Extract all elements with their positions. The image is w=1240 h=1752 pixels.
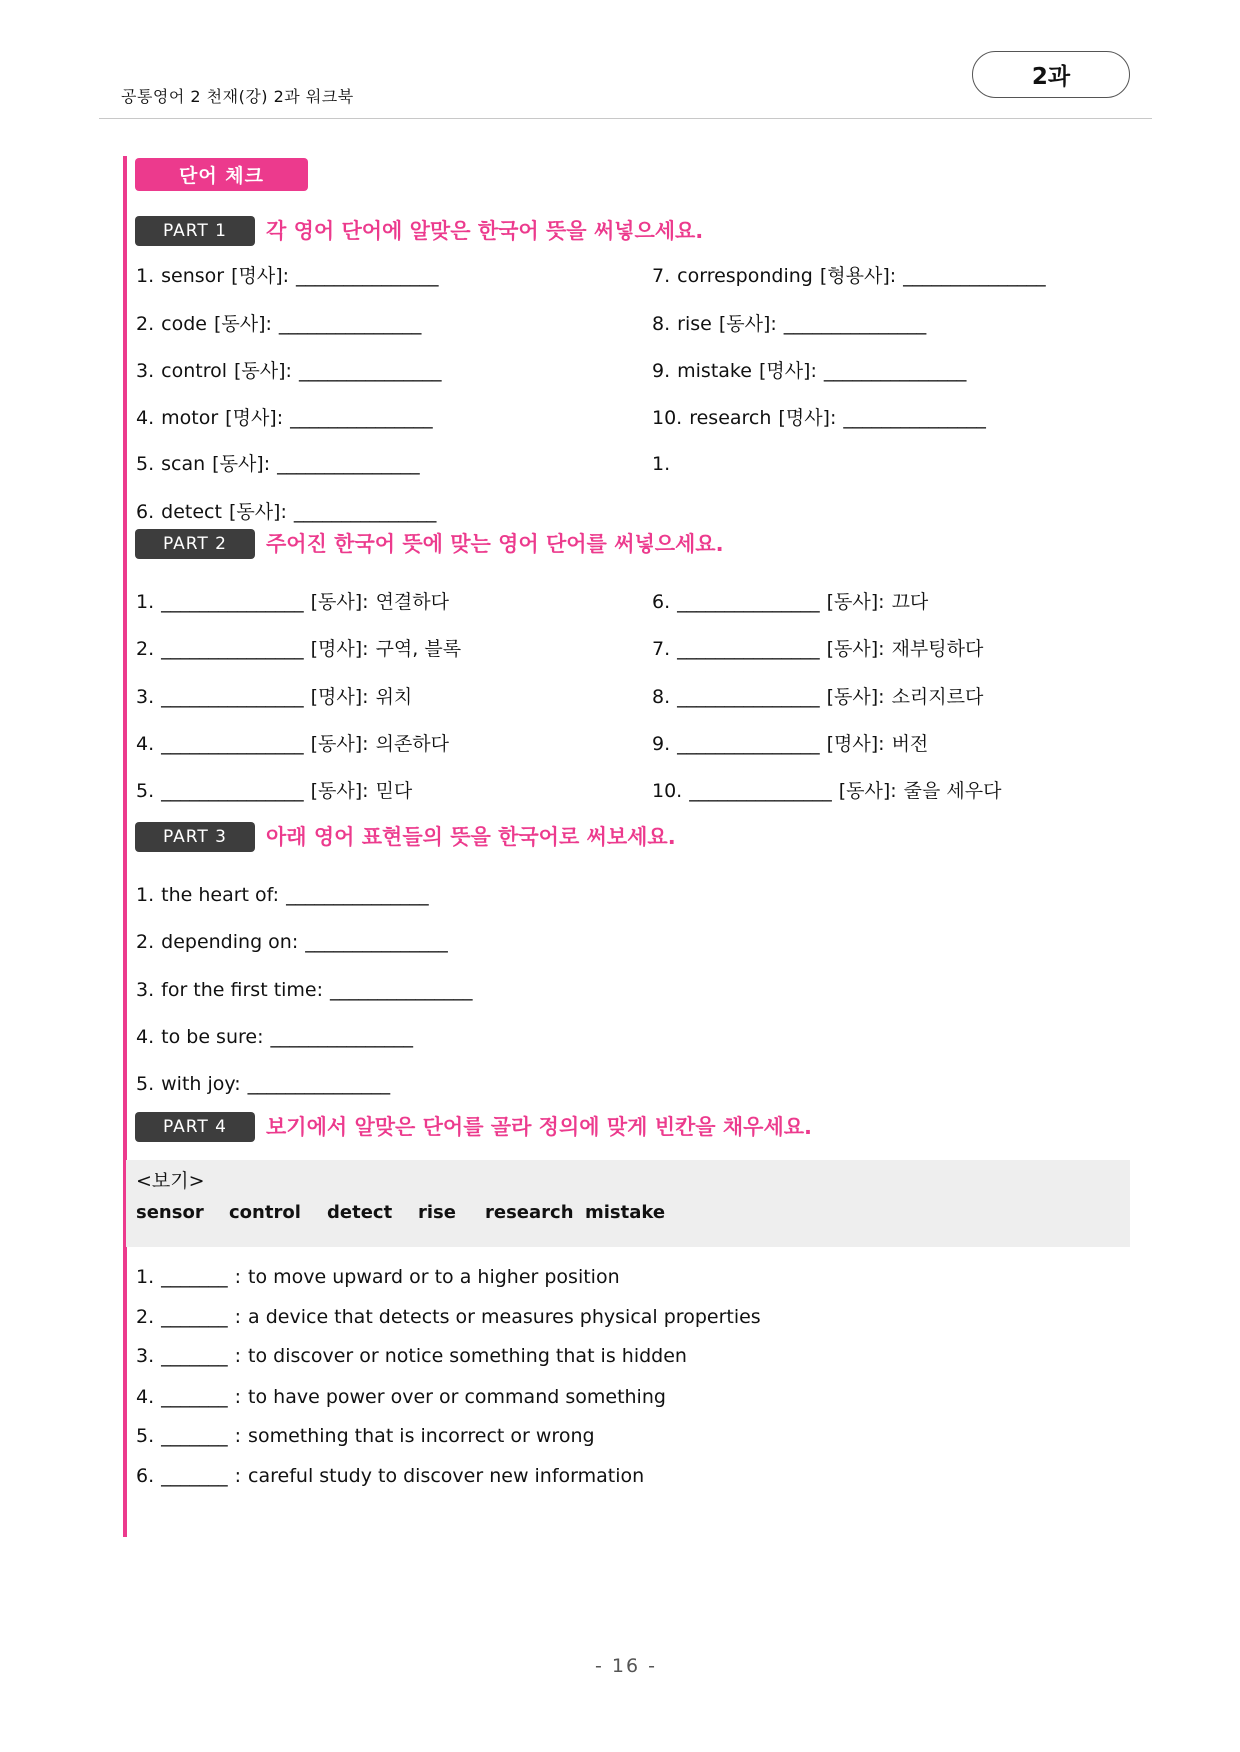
part3-item-2 bbox=[136, 929, 448, 955]
part1-item-9 bbox=[652, 358, 966, 384]
item-word: detect bbox=[161, 501, 222, 523]
answer-blank: _______ bbox=[161, 1266, 228, 1288]
part3-label: PART 3 bbox=[135, 822, 255, 852]
part2-item-8 bbox=[652, 684, 983, 710]
item-definition: to have power over or command something bbox=[248, 1386, 666, 1408]
part1-item-extra bbox=[652, 451, 670, 477]
item-separator: : bbox=[234, 1266, 242, 1288]
item-word: scan bbox=[161, 453, 206, 475]
item-definition: to move upward or to a higher position bbox=[248, 1266, 620, 1288]
answer-blank: _______________ bbox=[823, 360, 967, 382]
item-separator: : bbox=[234, 1345, 242, 1367]
worksheet-title: 공통영어 2 천재(강) 2과 워크북 bbox=[121, 87, 354, 106]
item-number: 1. bbox=[136, 1266, 155, 1288]
item-pos: [동사]: bbox=[718, 313, 777, 335]
part2-item-9 bbox=[652, 731, 928, 757]
item-pos: [동사]: bbox=[826, 686, 885, 708]
item-meaning: 줄을 세우다 bbox=[903, 780, 1002, 802]
item-pos: [동사]: bbox=[234, 360, 292, 382]
item-number: 4. bbox=[136, 407, 155, 429]
item-meaning: 끄다 bbox=[891, 591, 929, 613]
item-number: 4. bbox=[136, 1386, 155, 1408]
item-number: 9. bbox=[652, 733, 671, 755]
answer-blank: _______________ bbox=[286, 884, 429, 906]
item-number: 4. bbox=[136, 733, 155, 755]
item-definition: to discover or notice something that is hidden bbox=[248, 1345, 687, 1367]
item-pos: [명사]: bbox=[310, 686, 369, 708]
answer-blank: _______________ bbox=[689, 780, 832, 802]
item-phrase: for the first time: bbox=[161, 979, 324, 1001]
part1-item-3 bbox=[136, 358, 441, 384]
answer-blank: _______________ bbox=[677, 638, 820, 660]
part1-item-10 bbox=[652, 405, 986, 431]
answer-blank: _______________ bbox=[677, 733, 820, 755]
item-number: 3. bbox=[136, 1345, 155, 1367]
answer-blank: _______ bbox=[161, 1386, 228, 1408]
item-pos: [동사]: bbox=[310, 733, 369, 755]
part4-item-5 bbox=[136, 1423, 595, 1449]
item-pos: [동사]: bbox=[826, 591, 885, 613]
item-pos: [동사]: bbox=[213, 313, 272, 335]
item-pos: [명사]: bbox=[231, 265, 290, 287]
answer-blank: _______________ bbox=[270, 1026, 413, 1048]
answer-blank: _______________ bbox=[293, 501, 437, 523]
item-word: code bbox=[161, 313, 207, 335]
answer-blank: _______________ bbox=[298, 360, 442, 382]
header-divider bbox=[99, 118, 1152, 119]
answer-blank: _______________ bbox=[161, 638, 304, 660]
item-number: 2. bbox=[136, 313, 155, 335]
answer-blank: _______________ bbox=[277, 453, 420, 475]
answer-blank: _______________ bbox=[843, 407, 986, 429]
item-number: 1. bbox=[136, 591, 155, 613]
item-pos: [명사]: bbox=[758, 360, 817, 382]
item-pos: [동사]: bbox=[212, 453, 271, 475]
item-separator: : bbox=[234, 1465, 242, 1487]
answer-blank: _______ bbox=[161, 1345, 228, 1367]
example-word: research bbox=[485, 1202, 574, 1223]
item-separator: : bbox=[234, 1386, 242, 1408]
item-phrase: with joy: bbox=[161, 1073, 241, 1095]
part4-item-3 bbox=[136, 1343, 687, 1369]
answer-blank: _______________ bbox=[783, 313, 927, 335]
item-phrase: to be sure: bbox=[161, 1026, 264, 1048]
part2-item-4 bbox=[136, 731, 449, 757]
answer-blank: _______ bbox=[161, 1306, 228, 1328]
answer-blank: _______ bbox=[161, 1465, 228, 1487]
item-number: 2. bbox=[136, 638, 155, 660]
part2-item-2 bbox=[136, 636, 461, 662]
part2-item-3 bbox=[136, 684, 412, 710]
answer-blank: _______________ bbox=[305, 931, 448, 953]
item-number: 10. bbox=[652, 780, 683, 802]
answer-blank: _______________ bbox=[290, 407, 433, 429]
part3-item-1 bbox=[136, 882, 429, 908]
answer-blank: _______________ bbox=[278, 313, 422, 335]
item-word: control bbox=[161, 360, 228, 382]
item-pos: [명사]: bbox=[826, 733, 885, 755]
part1-instruction: 각 영어 단어에 알맞은 한국어 뜻을 써넣으세요. bbox=[266, 219, 704, 243]
answer-blank: _______________ bbox=[161, 733, 304, 755]
example-word: rise bbox=[418, 1202, 456, 1223]
part2-item-10 bbox=[652, 778, 1001, 804]
part3-item-3 bbox=[136, 977, 473, 1003]
item-pos: [동사]: bbox=[310, 591, 369, 613]
item-number: 7. bbox=[652, 265, 671, 287]
part4-instruction: 보기에서 알맞은 단어를 골라 정의에 맞게 빈칸을 채우세요. bbox=[266, 1115, 813, 1139]
part3-instruction: 아래 영어 표현들의 뜻을 한국어로 써보세요. bbox=[266, 825, 676, 849]
part1-item-8 bbox=[652, 311, 926, 337]
example-word: sensor bbox=[136, 1202, 204, 1223]
item-pos: [동사]: bbox=[228, 501, 287, 523]
answer-blank: _______ bbox=[161, 1425, 228, 1447]
answer-blank: _______________ bbox=[677, 686, 820, 708]
item-number: 3. bbox=[136, 979, 155, 1001]
item-pos: [형용사]: bbox=[819, 265, 897, 287]
item-word: sensor bbox=[161, 265, 225, 287]
item-word: corresponding bbox=[677, 265, 813, 287]
item-phrase: depending on: bbox=[161, 931, 299, 953]
item-number: 10. bbox=[652, 407, 683, 429]
example-box-title: <보기> bbox=[136, 1170, 205, 1192]
item-number: 5. bbox=[136, 453, 155, 475]
item-pos: [명사]: bbox=[225, 407, 284, 429]
item-meaning: 위치 bbox=[375, 686, 413, 708]
item-number: 6. bbox=[136, 501, 155, 523]
item-number: 6. bbox=[652, 591, 671, 613]
part1-item-1 bbox=[136, 263, 439, 289]
item-meaning: 구역, 블록 bbox=[375, 638, 462, 660]
item-phrase: the heart of: bbox=[161, 884, 280, 906]
item-meaning: 의존하다 bbox=[375, 733, 449, 755]
item-number: 5. bbox=[136, 780, 155, 802]
example-word-box bbox=[126, 1160, 1130, 1247]
item-pos: [동사]: bbox=[310, 780, 369, 802]
example-word: mistake bbox=[585, 1202, 666, 1223]
item-number: 9. bbox=[652, 360, 671, 382]
item-number: 6. bbox=[136, 1465, 155, 1487]
part2-label: PART 2 bbox=[135, 529, 255, 559]
answer-blank: _______________ bbox=[296, 265, 439, 287]
item-word: motor bbox=[161, 407, 219, 429]
item-separator: : bbox=[234, 1425, 242, 1447]
section-accent-bar bbox=[123, 156, 127, 1537]
answer-blank: _______________ bbox=[330, 979, 473, 1001]
item-number: 2. bbox=[136, 931, 155, 953]
example-word: control bbox=[229, 1202, 301, 1223]
item-number: 1. bbox=[136, 265, 155, 287]
item-word: rise bbox=[677, 313, 712, 335]
part1-item-6 bbox=[136, 499, 436, 525]
item-meaning: 소리지르다 bbox=[891, 686, 984, 708]
part1-item-7 bbox=[652, 263, 1046, 289]
answer-blank: _______________ bbox=[161, 780, 304, 802]
page-number: - 16 - bbox=[595, 1655, 657, 1677]
item-number: 4. bbox=[136, 1026, 155, 1048]
answer-blank: _______________ bbox=[677, 591, 820, 613]
part3-item-4 bbox=[136, 1024, 413, 1050]
item-definition: a device that detects or measures physical properties bbox=[248, 1306, 761, 1328]
item-definition: careful study to discover new information bbox=[248, 1465, 645, 1487]
part3-item-5 bbox=[136, 1071, 390, 1097]
part4-item-4 bbox=[136, 1384, 666, 1410]
item-number: 8. bbox=[652, 313, 671, 335]
item-separator: : bbox=[234, 1306, 242, 1328]
item-meaning: 믿다 bbox=[375, 780, 413, 802]
item-number: 3. bbox=[136, 686, 155, 708]
part2-item-1 bbox=[136, 589, 449, 615]
section-label: 단어 체크 bbox=[135, 158, 308, 191]
item-pos: [동사]: bbox=[826, 638, 885, 660]
part4-item-1 bbox=[136, 1264, 620, 1290]
item-pos: [동사]: bbox=[838, 780, 897, 802]
item-number: 1. bbox=[136, 884, 155, 906]
item-word: research bbox=[689, 407, 772, 429]
item-number: 5. bbox=[136, 1073, 155, 1095]
item-number: 7. bbox=[652, 638, 671, 660]
item-pos: [명사]: bbox=[778, 407, 837, 429]
item-meaning: 연결하다 bbox=[375, 591, 449, 613]
item-pos: [명사]: bbox=[310, 638, 369, 660]
part2-instruction: 주어진 한국어 뜻에 맞는 영어 단어를 써넣으세요. bbox=[266, 532, 724, 556]
answer-blank: _______________ bbox=[161, 591, 304, 613]
part1-item-2 bbox=[136, 311, 421, 337]
part4-item-6 bbox=[136, 1463, 644, 1489]
example-word: detect bbox=[327, 1202, 393, 1223]
item-word: mistake bbox=[677, 360, 752, 382]
part4-label: PART 4 bbox=[135, 1112, 255, 1142]
answer-blank: _______________ bbox=[161, 686, 304, 708]
part1-label: PART 1 bbox=[135, 216, 255, 246]
part1-item-5 bbox=[136, 451, 420, 477]
item-number: 1. bbox=[652, 453, 671, 475]
item-number: 2. bbox=[136, 1306, 155, 1328]
lesson-badge: 2과 bbox=[972, 51, 1130, 98]
item-number: 8. bbox=[652, 686, 671, 708]
part2-item-5 bbox=[136, 778, 412, 804]
item-meaning: 재부팅하다 bbox=[891, 638, 984, 660]
item-number: 5. bbox=[136, 1425, 155, 1447]
answer-blank: _______________ bbox=[903, 265, 1046, 287]
part1-item-4 bbox=[136, 405, 433, 431]
part2-item-7 bbox=[652, 636, 983, 662]
item-meaning: 버전 bbox=[891, 733, 929, 755]
part2-item-6 bbox=[652, 589, 928, 615]
answer-blank: _______________ bbox=[247, 1073, 391, 1095]
item-number: 3. bbox=[136, 360, 155, 382]
part4-item-2 bbox=[136, 1304, 761, 1330]
item-definition: something that is incorrect or wrong bbox=[248, 1425, 595, 1447]
